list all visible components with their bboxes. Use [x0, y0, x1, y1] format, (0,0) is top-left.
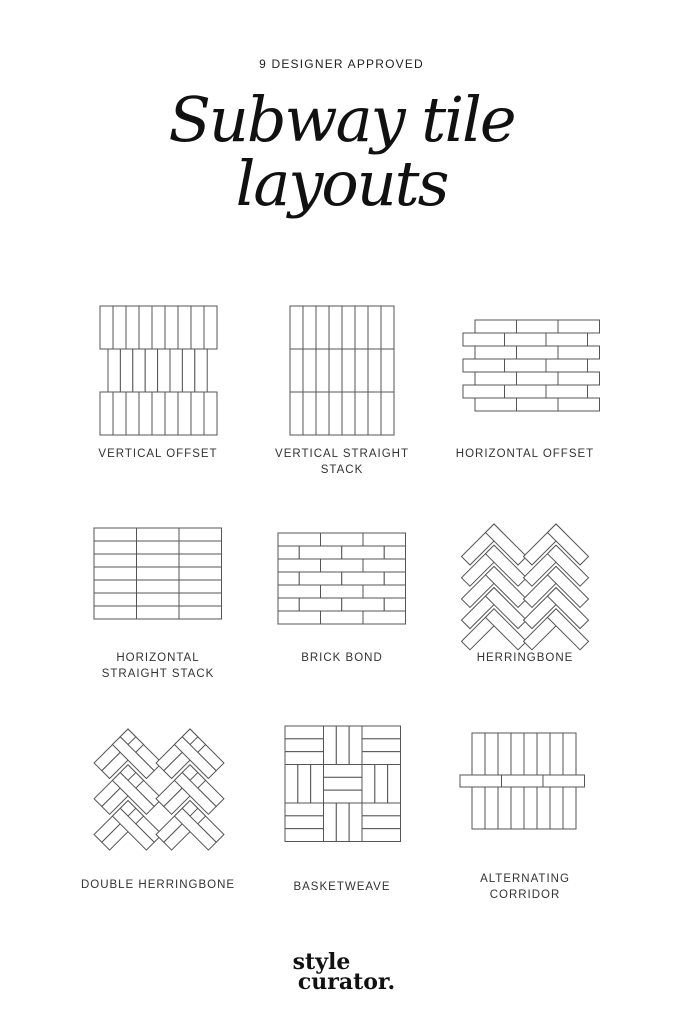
- eyebrow-text: 9 DESIGNER APPROVED: [259, 57, 424, 71]
- tile: [336, 803, 349, 842]
- tile: [558, 346, 600, 359]
- tile: [505, 359, 547, 372]
- tile: [363, 611, 406, 624]
- tile: [355, 349, 368, 392]
- tile: [475, 372, 517, 385]
- tile: [285, 739, 324, 752]
- tile: [472, 733, 485, 775]
- tile: [290, 306, 303, 349]
- tile: [342, 598, 385, 611]
- tile: [362, 739, 401, 752]
- layout-double-herringbone: [58, 715, 258, 893]
- tile: [113, 392, 126, 435]
- double-herringbone-diagram: [78, 715, 238, 865]
- tile: [290, 392, 303, 435]
- tile: [381, 306, 394, 349]
- layout-vertical-straight-stack: [242, 300, 442, 478]
- tile: [290, 349, 303, 392]
- title-line-2: layouts: [235, 147, 448, 220]
- tile: [303, 306, 316, 349]
- layout-horizontal-straight-stack: [58, 510, 258, 682]
- tile: [179, 541, 222, 554]
- tile: [485, 733, 498, 775]
- tile: [324, 765, 363, 778]
- tile: [517, 346, 559, 359]
- layout-vertical-offset: [58, 300, 258, 462]
- tile: [137, 593, 180, 606]
- tile: [546, 385, 588, 398]
- tile: [299, 598, 342, 611]
- horizontal-straight-stack-diagram: [88, 510, 228, 652]
- tile: [463, 385, 505, 398]
- tile: [362, 829, 401, 842]
- tile: [165, 392, 178, 435]
- tile: [285, 726, 324, 739]
- horizontal-offset-diagram: [445, 300, 605, 442]
- tile: [543, 775, 585, 787]
- herringbone-diagram: [450, 510, 600, 652]
- tile: [329, 306, 342, 349]
- tile: [546, 359, 588, 372]
- tile: [472, 787, 485, 829]
- tile: [303, 349, 316, 392]
- tile: [179, 528, 222, 541]
- tile: [182, 349, 194, 392]
- layout-label-2: STRAIGHT STACK: [101, 668, 215, 680]
- tile: [179, 593, 222, 606]
- tile: [498, 733, 511, 775]
- tile: [120, 349, 132, 392]
- tile: [137, 567, 180, 580]
- tile: [152, 392, 165, 435]
- tile: [463, 359, 505, 372]
- tile: [137, 606, 180, 619]
- tile: [126, 306, 139, 349]
- tile: [342, 392, 355, 435]
- vertical-offset-diagram: [88, 300, 228, 442]
- tile: [558, 372, 600, 385]
- tile: [285, 803, 324, 816]
- tile: [368, 349, 381, 392]
- tile: [321, 559, 364, 572]
- tile: [137, 580, 180, 593]
- tile: [278, 598, 299, 611]
- tile: [316, 306, 329, 349]
- tile: [475, 398, 517, 411]
- tile: [299, 546, 342, 559]
- tile: [349, 803, 362, 842]
- tile: [285, 829, 324, 842]
- style-curator-logo: [0, 949, 683, 995]
- tile: [298, 765, 311, 804]
- tile: [278, 533, 321, 546]
- tile: [285, 752, 324, 765]
- tile: [355, 392, 368, 435]
- alternating-corridor-diagram: [445, 715, 605, 865]
- tile: [463, 333, 505, 346]
- tile: [321, 585, 364, 598]
- tile: [285, 765, 298, 804]
- tile: [502, 775, 544, 787]
- tile: [179, 606, 222, 619]
- tile: [355, 306, 368, 349]
- tile: [278, 546, 299, 559]
- tile: [324, 790, 363, 803]
- layout-label: HORIZONTAL OFFSET: [455, 448, 595, 460]
- tile: [362, 752, 401, 765]
- tile: [342, 572, 385, 585]
- tile: [384, 546, 405, 559]
- tile: [362, 816, 401, 829]
- tile: [342, 306, 355, 349]
- title-line-1: Subway tile: [168, 83, 515, 156]
- tile: [94, 593, 137, 606]
- tile: [336, 726, 349, 765]
- tile: [94, 567, 137, 580]
- tile: [179, 567, 222, 580]
- tile: [278, 559, 321, 572]
- tile: [381, 392, 394, 435]
- basketweave-diagram: [272, 715, 412, 865]
- tile: [368, 306, 381, 349]
- tile: [137, 541, 180, 554]
- tile: [329, 349, 342, 392]
- page-title: [0, 83, 683, 220]
- tile: [384, 572, 405, 585]
- tile: [342, 349, 355, 392]
- layout-basketweave: [242, 715, 442, 895]
- tile: [158, 349, 170, 392]
- tile: [363, 585, 406, 598]
- tile: [324, 803, 337, 842]
- tile: [517, 398, 559, 411]
- layout-label: HERRINGBONE: [476, 652, 574, 664]
- layout-label: ALTERNATING: [480, 873, 570, 885]
- tile: [342, 546, 385, 559]
- tile: [94, 541, 137, 554]
- tile: [108, 349, 120, 392]
- tile: [460, 775, 502, 787]
- tile: [316, 349, 329, 392]
- tile: [94, 580, 137, 593]
- tile: [537, 787, 550, 829]
- vertical-straight-stack-diagram: [272, 300, 412, 442]
- tile: [505, 385, 547, 398]
- brick-bond-diagram: [272, 510, 412, 652]
- tile: [546, 333, 588, 346]
- tile: [311, 765, 324, 804]
- tile: [524, 733, 537, 775]
- layout-label: VERTICAL STRAIGHT: [275, 448, 409, 460]
- tile: [517, 372, 559, 385]
- tile: [170, 349, 182, 392]
- tile: [316, 392, 329, 435]
- layout-label: BRICK BOND: [301, 652, 383, 664]
- tile: [329, 392, 342, 435]
- tile: [137, 554, 180, 567]
- tile: [498, 787, 511, 829]
- tile: [363, 533, 406, 546]
- tile: [139, 306, 152, 349]
- tile: [113, 306, 126, 349]
- tile: [517, 320, 559, 333]
- tile: [558, 320, 600, 333]
- tile: [563, 733, 576, 775]
- tile: [145, 349, 157, 392]
- tile: [388, 765, 401, 804]
- tile: [94, 528, 137, 541]
- tile: [126, 392, 139, 435]
- tile: [133, 349, 145, 392]
- tile: [179, 580, 222, 593]
- tile: [384, 598, 405, 611]
- tile: [381, 349, 394, 392]
- tile: [165, 306, 178, 349]
- tile: [195, 349, 207, 392]
- tile: [537, 733, 550, 775]
- tile: [94, 606, 137, 619]
- tile: [285, 816, 324, 829]
- tile: [362, 765, 375, 804]
- tile: [278, 572, 299, 585]
- tile: [321, 611, 364, 624]
- tile: [563, 787, 576, 829]
- layout-brick-bond: [242, 510, 442, 666]
- layout-label-2: STACK: [320, 464, 364, 476]
- tile: [375, 765, 388, 804]
- logo-line-1: style: [292, 949, 351, 975]
- tile: [278, 585, 321, 598]
- layout-alternating-corridor: [425, 715, 625, 903]
- tile: [94, 554, 137, 567]
- tile: [204, 392, 217, 435]
- tile: [511, 787, 524, 829]
- tile: [524, 787, 537, 829]
- tile: [475, 320, 517, 333]
- layout-label: BASKETWEAVE: [293, 881, 391, 893]
- tile: [550, 733, 563, 775]
- tile: [511, 733, 524, 775]
- tile: [139, 392, 152, 435]
- tile: [191, 392, 204, 435]
- tile: [100, 392, 113, 435]
- layout-herringbone: [425, 510, 625, 666]
- tile: [475, 346, 517, 359]
- tile: [550, 787, 563, 829]
- layout-label: DOUBLE HERRINGBONE: [80, 879, 236, 891]
- tile: [558, 398, 600, 411]
- tile: [324, 726, 337, 765]
- tile: [299, 572, 342, 585]
- tile: [152, 306, 165, 349]
- layout-label-2: CORRIDOR: [489, 889, 561, 901]
- tile: [278, 611, 321, 624]
- tile: [179, 554, 222, 567]
- tile: [137, 528, 180, 541]
- tile: [204, 306, 217, 349]
- tile: [324, 777, 363, 790]
- tile: [100, 306, 113, 349]
- logo-line-2: curator.: [297, 969, 396, 995]
- layout-label: HORIZONTAL: [116, 652, 200, 664]
- tile: [362, 726, 401, 739]
- tile: [191, 306, 204, 349]
- tile: [485, 787, 498, 829]
- tile: [368, 392, 381, 435]
- tile: [178, 392, 191, 435]
- layout-horizontal-offset: [425, 300, 625, 462]
- tile: [363, 559, 406, 572]
- tile: [303, 392, 316, 435]
- layout-label: VERTICAL OFFSET: [98, 448, 218, 460]
- tile: [349, 726, 362, 765]
- tile: [321, 533, 364, 546]
- tile: [505, 333, 547, 346]
- tile: [362, 803, 401, 816]
- tile: [178, 306, 191, 349]
